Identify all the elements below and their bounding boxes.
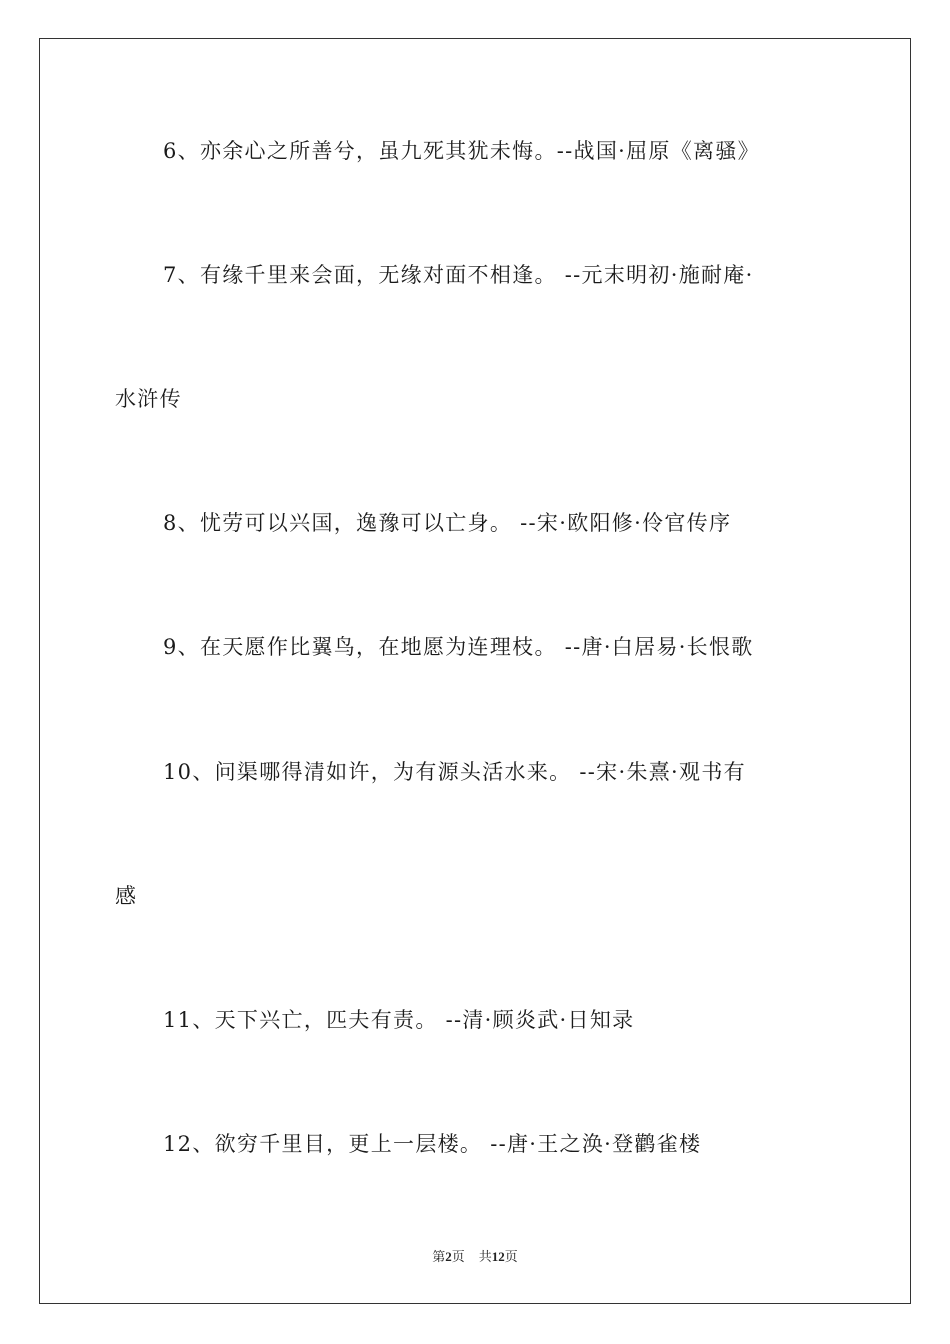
page-border bbox=[39, 38, 911, 1304]
quote-line-9: 9、在天愿作比翼鸟，在地愿为连理枝。 --唐·白居易·长恨歌 bbox=[163, 635, 754, 659]
quote-line-11: 11、天下兴亡，匹夫有责。 --清·顾炎武·日知录 bbox=[163, 1008, 635, 1032]
quote-line-7: 7、有缘千里来会面，无缘对面不相逢。 --元末明初·施耐庵· bbox=[163, 263, 754, 287]
quote-line-6: 6、亦余心之所善兮，虽九死其犹未悔。--战国·屈原《离骚》 bbox=[163, 139, 760, 163]
quote-line-8: 8、忧劳可以兴国，逸豫可以亡身。 --宋·欧阳修·伶官传序 bbox=[163, 511, 732, 535]
quote-line-7-continuation: 水浒传 bbox=[115, 387, 182, 411]
page-footer bbox=[0, 1248, 950, 1266]
quote-line-10-continuation: 感 bbox=[115, 884, 138, 908]
total-prefix: 共 bbox=[478, 1249, 492, 1264]
quote-line-10: 10、问渠哪得清如许，为有源头活水来。 --宋·朱熹·观书有 bbox=[163, 760, 746, 784]
total-suffix: 页 bbox=[504, 1249, 518, 1264]
quote-line-12: 12、欲穷千里目，更上一层楼。 --唐·王之涣·登鹳雀楼 bbox=[163, 1132, 702, 1156]
total-pages: 12 bbox=[491, 1249, 505, 1264]
page-number: 2 bbox=[445, 1249, 452, 1264]
page-suffix: 页 bbox=[451, 1249, 465, 1264]
page-prefix: 第 bbox=[432, 1249, 446, 1264]
